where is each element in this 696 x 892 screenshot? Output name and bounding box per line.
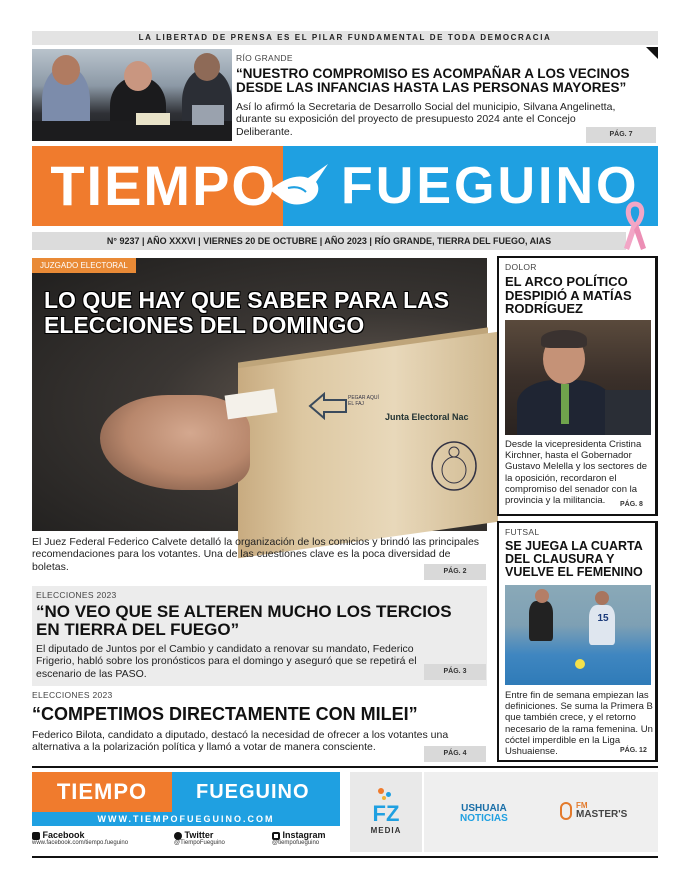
side1-photo[interactable] xyxy=(505,320,651,435)
side1-headline[interactable]: EL ARCO POLÍTICO DESPIDIÓ A MATÍAS RODRÍGUEZ xyxy=(505,274,632,317)
story3-kicker: ELECCIONES 2023 xyxy=(32,690,113,700)
fm-word: FM xyxy=(576,801,588,810)
ballot-box-label: Junta Electoral Nac xyxy=(385,412,469,422)
twitter-icon xyxy=(174,832,182,840)
bird-logo-icon xyxy=(268,160,330,210)
side1-page-ref: PÁG. 8 xyxy=(620,501,643,508)
side2-body: Entre fin de semana empiezan las definiciones. Se suma la Primera B que también crece, y el retorno necesario de la rama femenina. Un cóctel imperdible en la Liga Ushuaiense. xyxy=(505,690,653,758)
side2-kicker: FUTSAL xyxy=(505,527,540,537)
ushuaia-word: USHUAIA xyxy=(461,803,507,814)
facebook-handle: www.facebook.com/tiempo.fueguino xyxy=(32,840,129,846)
fz-dots-icon xyxy=(350,788,422,802)
ballot-box-small-text: PEGAR AQUÍ EL FAJ xyxy=(348,395,379,407)
twitter-label: Twitter xyxy=(184,830,214,840)
fz-media-logo[interactable] xyxy=(350,772,422,852)
facebook-icon xyxy=(32,832,40,840)
top-story-photo[interactable] xyxy=(32,49,232,141)
top-page-ref: PÁG. 7 xyxy=(586,127,656,143)
footer-facebook[interactable] xyxy=(32,830,128,846)
story3-page-ref: PÁG. 4 xyxy=(424,746,486,762)
lead-body: El Juez Federal Federico Calvete detalló la organización de los comicios y brindó las principales recomendaciones para los votantes. Una de las cuestiones clave es la poca diversidad de boletas. xyxy=(32,536,480,573)
footer-top-rule xyxy=(32,766,658,768)
top-kicker: RÍO GRANDE xyxy=(236,53,293,63)
arrow-left-icon xyxy=(308,392,348,420)
national-seal-icon xyxy=(428,440,480,492)
masters-word: MASTER'S xyxy=(576,809,628,820)
masthead-left: TIEMPO xyxy=(32,146,283,226)
side1-kicker: DOLOR xyxy=(505,262,537,272)
noticias-word: NOTICIAS xyxy=(460,813,508,824)
motto-bar: LA LIBERTAD DE PRENSA ES EL PILAR FUNDAMENTAL DE TODA DEMOCRACIA xyxy=(32,31,658,45)
fz-subtitle: MEDIA xyxy=(370,826,402,835)
issue-line: N° 9237 | AÑO XXXVI | VIERNES 20 DE OCTUBRE | AÑO 2023 | RÍO GRANDE, TIERRA DEL FUEGO, AIAS xyxy=(32,232,626,250)
twitter-handle: @TiempoFueguino xyxy=(174,840,225,846)
lead-tag[interactable]: JUZGADO ELECTORAL xyxy=(32,258,136,273)
pink-ribbon-icon xyxy=(622,200,648,252)
top-body: Así lo afirmó la Secretaria de Desarrollo Social del municipio, Silvana Angelinetta, durante su exposición del proyecto de presupuesto 2024 ante el Concejo Deliberante. xyxy=(236,101,616,138)
side1-body: Desde la vicepresidenta Cristina Kirchner, hasta el Gobernador Gustavo Melella y los sectores de la oposición, recordaron el compromiso del senador con la provincia y la militancia. xyxy=(505,439,648,507)
footer-instagram[interactable] xyxy=(272,830,326,846)
story2-kicker: ELECCIONES 2023 xyxy=(36,590,117,600)
side2-page-ref: PÁG. 12 xyxy=(620,747,647,754)
sponsor-panel xyxy=(424,772,658,852)
footer-website-link[interactable]: WWW.TIEMPOFUEGUINO.COM xyxy=(32,812,340,826)
footer-logo-left: TIEMPO xyxy=(32,772,172,812)
masthead-right: FUEGUINO xyxy=(283,146,658,226)
microphone-icon xyxy=(560,802,572,820)
footer-logo[interactable] xyxy=(32,772,340,812)
instagram-icon xyxy=(272,832,280,840)
story3-body: Federico Bilota, candidato a diputado, destacó la necesidad de ofrecer a los votantes una alternativa a la polarización política y llamó a votar de manera consciente. xyxy=(32,729,449,754)
ushuaia-noticias-logo[interactable] xyxy=(460,804,508,824)
facebook-label: Facebook xyxy=(42,830,85,840)
story2-body: El diputado de Juntos por el Cambio y candidato a renovar su mandato, Federico Frigerio, habló sobre los pronósticos para el domingo y aseguró que se repetirá el escenario de las PASO. xyxy=(36,643,417,680)
footer-logo-right: FUEGUINO xyxy=(172,772,340,812)
side2-photo[interactable] xyxy=(505,585,651,685)
fz-title: FZ xyxy=(372,801,400,826)
fm-masters-logo[interactable] xyxy=(560,802,627,820)
top-headline[interactable]: “NUESTRO COMPROMISO ES ACOMPAÑAR A LOS VECINOS DESDE LAS INFANCIAS HASTA LAS PERSONAS MAYORES” xyxy=(236,66,630,96)
story3-headline[interactable]: “COMPETIMOS DIRECTAMENTE CON MILEI” xyxy=(32,704,418,724)
side2-headline[interactable]: SE JUEGA LA CUARTA DEL CLAUSURA Y VUELVE EL FEMENINO xyxy=(505,539,643,580)
instagram-label: Instagram xyxy=(282,830,326,840)
side2-jersey-number: 15 xyxy=(597,613,609,624)
masthead[interactable] xyxy=(32,146,658,226)
story2-page-ref: PÁG. 3 xyxy=(424,664,486,680)
lead-page-ref: PÁG. 2 xyxy=(424,564,486,580)
story2-headline[interactable]: “NO VEO QUE SE ALTEREN MUCHO LOS TERCIOS EN TIERRA DEL FUEGO” xyxy=(36,602,452,639)
footer-twitter[interactable] xyxy=(174,830,225,846)
corner-triangle xyxy=(646,47,658,59)
instagram-handle: @tiempofueguino xyxy=(272,840,320,846)
footer-bottom-rule xyxy=(32,856,658,858)
lead-headline[interactable]: LO QUE HAY QUE SABER PARA LAS ELECCIONES DEL DOMINGO xyxy=(44,287,450,338)
